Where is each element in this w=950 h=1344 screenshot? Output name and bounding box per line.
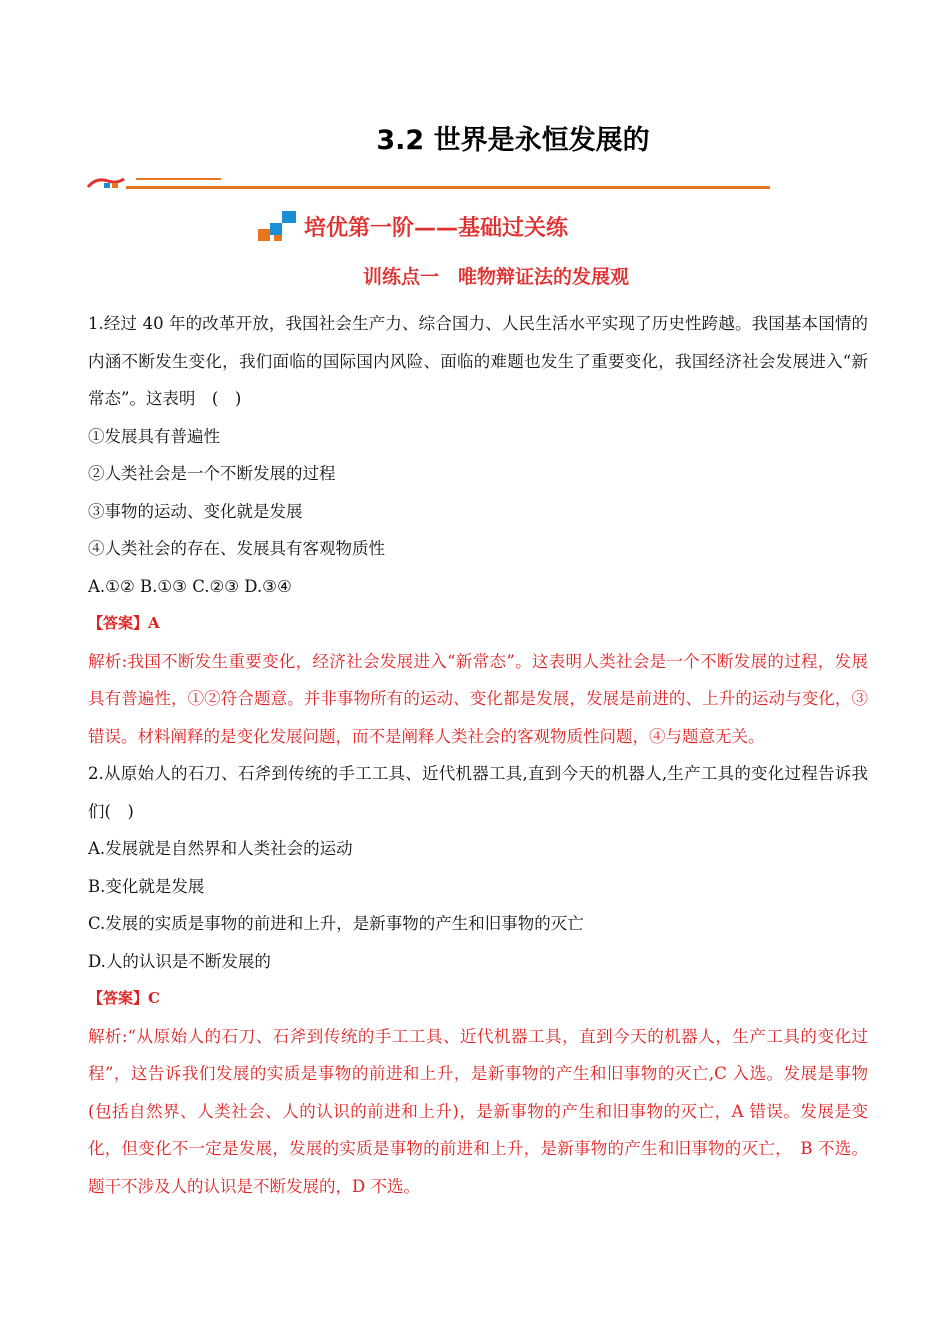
question-option: C.发展的实质是事物的前进和上升，是新事物的产生和旧事物的灭亡 xyxy=(88,914,584,933)
page-title: 3.2 世界是永恒发展的 xyxy=(376,125,650,156)
decorative-swoosh-icon xyxy=(86,175,126,189)
answer-label: 【答案】C xyxy=(88,989,160,1007)
question-stem: 2.从原始人的石刀、石斧到传统的手工工具、近代机器工具,直到今天的机器人,生产工具的变化过程告诉我们( ) xyxy=(88,764,868,821)
divider-short-line xyxy=(136,178,221,180)
question-choices: A.①② B.①③ C.②③ D.③④ xyxy=(88,576,292,596)
question-option: A.发展就是自然界和人类社会的运动 xyxy=(88,839,353,858)
question-option: ③事物的运动、变化就是发展 xyxy=(88,501,303,521)
question-block xyxy=(88,305,868,755)
stacked-blocks-icon xyxy=(256,209,298,243)
training-point-title: 训练点一 唯物辩证法的发展观 xyxy=(362,266,629,288)
question-option: ①发展具有普遍性 xyxy=(88,426,220,446)
question-option: B.变化就是发展 xyxy=(88,876,205,896)
answer-explanation: 解析:“从原始人的石刀、石斧到传统的手工工具、近代机器工具，直到今天的机器人，生产工具的变化过程”，这告诉我们发展的实质是事物的前进和上升，是新事物的产生和旧事物的灭亡,C 入选。发展是事物(包括自然界、人类社会、人的认识的前进和上升)，是新事物的产生和旧事物的灭亡，A 错误。发展是变化，但变化不一定是发展，发展的实质是事物的前进和上升，是新事物的产生和旧事物的灭亡， B 不选。题干不涉及人的认识是不断发展的，D 不选。 xyxy=(88,1026,868,1196)
question-option: ④人类社会的存在、发展具有客观物质性 xyxy=(88,539,385,558)
answer-label: 【答案】A xyxy=(88,614,160,632)
header-divider xyxy=(86,172,770,192)
question-block xyxy=(88,755,868,1205)
divider-long-line xyxy=(126,186,770,189)
answer-explanation: 解析:我国不断发生重要变化，经济社会发展进入“新常态”。这表明人类社会是一个不断发展的过程，发展具有普遍性，①②符合题意。并非事物所有的运动、变化都是发展，发展是前进的、上升的运动与变化，③错误。材料阐释的是变化发展问题，而不是阐释人类社会的客观物质性问题，④与题意无关。 xyxy=(88,651,868,746)
tier-heading xyxy=(256,206,568,246)
question-stem: 1.经过 40 年的改革开放，我国社会生产力、综合国力、人民生活水平实现了历史性跨越。我国基本国情的内涵不断发生变化，我们面临的国际国内风险、面临的难题也发生了重要变化，我国经济社会发展进入“新常态”。这表明 ( ) xyxy=(88,314,868,408)
question-list xyxy=(88,305,868,1205)
tier-title: 培优第一阶——基础过关练 xyxy=(304,215,569,241)
question-option: ②人类社会是一个不断发展的过程 xyxy=(88,464,336,483)
question-option: D.人的认识是不断发展的 xyxy=(88,951,271,971)
